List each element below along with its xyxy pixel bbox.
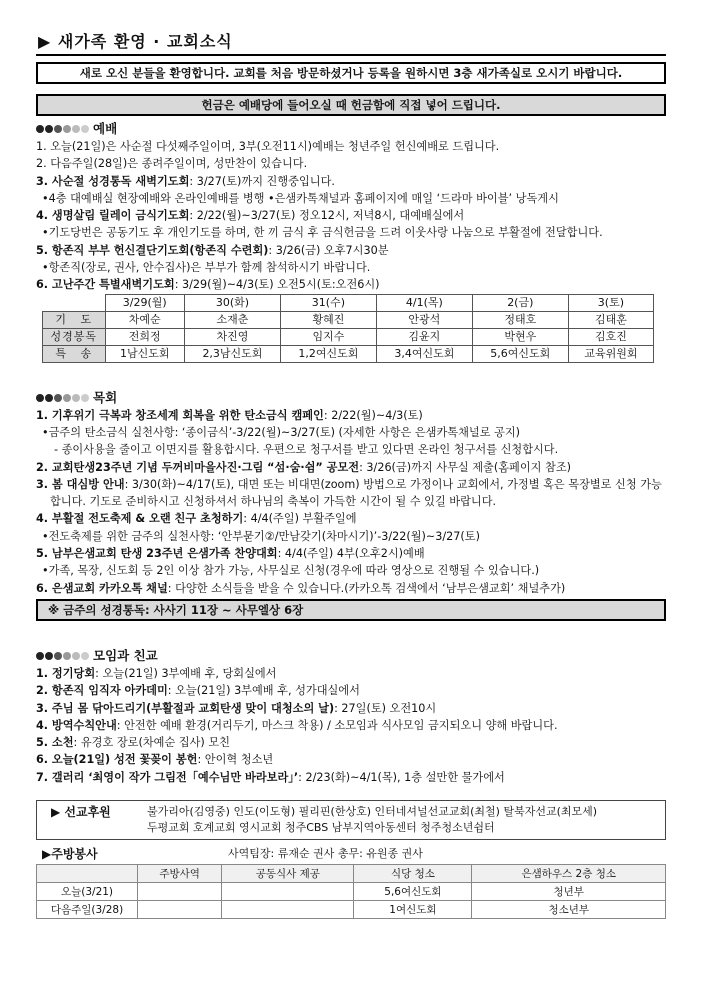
schedule-cell: 임지수 [280, 328, 376, 345]
mission-line2: 두평교회 호계교회 영시교회 청주CBS 남부지역아동센터 청주청소년쉼터 [147, 821, 495, 835]
kitchen-cell [138, 901, 222, 919]
list-item [36, 700, 666, 717]
kitchen-col: 공동식사 제공 [222, 865, 354, 883]
mission-line1: 불가리아(김영중) 인도(이도형) 필리핀(한상호) 인터네셔널선교교회(최철) 탈북자선교(최모세) [147, 805, 598, 819]
table-row [43, 328, 654, 345]
row-label: 특 송 [43, 345, 106, 362]
schedule-cell: 김호진 [568, 328, 653, 345]
schedule-cell: 안광석 [376, 311, 472, 328]
item-heading: 3. 주님 몸 닦아드리기(부활절과 교회탄생 맞이 대청소의 날) [36, 701, 335, 715]
list-item [36, 173, 666, 190]
list-item [36, 717, 666, 734]
item-detail: : 4/4(주일) 4부(오후2시)예배 [277, 547, 425, 561]
list-item [36, 476, 666, 511]
list-item: •항존직(장로, 권사, 안수집사)은 부부가 함께 참석하시기 바랍니다. [42, 261, 371, 275]
schedule-cell: 5,6여신도회 [472, 345, 568, 362]
list-item [36, 459, 666, 476]
kitchen-cell: 청년부 [472, 883, 666, 901]
schedule-day: 30(화) [184, 294, 280, 311]
mission-label: ▶ 선교후원 [51, 805, 111, 820]
bullet-dots-icon [36, 394, 89, 402]
list-item: 2. 다음주일(28일)은 종려주일이며, 성만찬이 있습니다. [36, 157, 308, 171]
schedule-day: 31(수) [280, 294, 376, 311]
list-item [36, 751, 666, 768]
news-heading: 목회 [36, 389, 666, 407]
worship-list [36, 138, 666, 294]
item-detail: : 27일(토) 오전10시 [334, 701, 437, 715]
schedule-cell: 차예순 [105, 311, 184, 328]
kitchen-cell: 5,6여신도회 [354, 883, 472, 901]
schedule-cell: 전희정 [105, 328, 184, 345]
row-label: 성경봉독 [43, 328, 106, 345]
schedule-cell: 박현우 [472, 328, 568, 345]
meetings-heading: 모임과 친교 [36, 647, 666, 665]
schedule-cell: 김태훈 [568, 311, 653, 328]
list-item: - 종이사용을 줄이고 이면지를 활용합시다. 우편으로 청구서를 받고 있다면 온라인 청구서를 신청합시다. [54, 443, 559, 457]
item-detail: : 유경호 장로(차예순 집사) 모친 [73, 736, 230, 750]
item-heading: 1. 정기당회 [36, 666, 96, 680]
bible-reading-banner: ※ 금주의 성경통독: 사사기 11장 ~ 사무엘상 6장 [36, 599, 666, 621]
item-heading: 6. 오늘(21일) 성전 꽃꽂이 봉헌 [36, 753, 198, 767]
row-label: 오늘(3/21) [37, 883, 138, 901]
item-detail: : 3/26(금)까지 사무실 제출(홈페이지 참조) [359, 460, 571, 474]
list-item [36, 734, 666, 751]
list-item: •기도당번은 공동기도 후 개인기도를 하며, 한 끼 금식 후 금식헌금을 드려 이웃사랑 나눔으로 부활절에 전달합니다. [42, 226, 603, 240]
item-detail: : 안전한 예배 환경(거리두기, 마스크 착용) / 소모임과 식사모임 금지되오니 양해 바랍니다. [116, 718, 558, 732]
kitchen-col: 은샘하우스 2층 청소 [472, 865, 666, 883]
kitchen-label: ▶주방봉사 [42, 847, 98, 862]
item-heading: 2. 항존직 임직자 아카데미 [36, 684, 168, 698]
item-heading: 3. 사순절 성경통독 새벽기도회 [36, 174, 190, 188]
list-item [36, 207, 666, 224]
meetings-list [36, 665, 666, 786]
schedule-cell: 1남신도회 [105, 345, 184, 362]
page-title: ▶ 새가족 환영 · 교회소식 [36, 30, 666, 56]
item-heading: 2. 교회탄생23주년 기념 두꺼비마을사진·그림 “섬·숨·쉼” 공모전 [36, 460, 360, 474]
item-heading: 4. 부활절 전도축제 & 오랜 친구 초청하기 [36, 512, 244, 526]
news-list [36, 407, 666, 597]
list-item [36, 769, 666, 786]
list-item [36, 580, 666, 597]
row-label: 다음주일(3/28) [37, 901, 138, 919]
item-heading: 3. 봄 대심방 안내 [36, 477, 125, 491]
schedule-cell: 황혜진 [280, 311, 376, 328]
schedule-day: 2(금) [472, 294, 568, 311]
item-heading: 5. 소천 [36, 736, 74, 750]
item-heading: 7. 갤러리 ‘최영이 작가 그림전「예수님만 바라보라」’ [36, 770, 299, 784]
bulletin-page [36, 30, 666, 919]
item-heading: 1. 기후위기 극복과 창조세계 회복을 위한 탄소금식 캠페인 [36, 408, 324, 422]
welcome-banner: 새로 오신 분들을 환영합니다. 교회를 처음 방문하셨거나 등록을 원하시면 3층 새가족실로 오시기 바랍니다. [36, 62, 666, 84]
schedule-cell: 교육위원회 [568, 345, 653, 362]
table-row [37, 901, 666, 919]
bullet-dots-icon [36, 125, 89, 133]
item-detail: : 2/23(화)~4/1(목), 1층 설만한 물가에서 [298, 770, 505, 784]
item-heading: 4. 생명살림 릴레이 금식기도회 [36, 209, 190, 223]
schedule-cell: 1,2여신도회 [280, 345, 376, 362]
item-detail: : 안이혁 청소년 [197, 753, 274, 767]
list-item: •전도축제를 위한 금주의 실천사항: ‘안부묻기②/만남갖기(차마시기)’-3/22(월)~3/27(토) [42, 529, 480, 543]
schedule-cell: 김윤지 [376, 328, 472, 345]
list-item [36, 545, 666, 562]
schedule-cell: 2,3남신도회 [184, 345, 280, 362]
list-item [36, 682, 666, 699]
item-heading: 5. 남부은샘교회 탄생 23주년 은샘가족 찬양대회 [36, 547, 278, 561]
kitchen-cell [222, 883, 354, 901]
item-detail: : 4/4(주일) 부활주일에 [243, 512, 357, 526]
worship-heading: 예배 [36, 120, 666, 138]
item-detail: : 2/22(월)~3/27(토) 정오12시, 저녁8시, 대예배실에서 [189, 209, 465, 223]
kitchen-cell: 1여신도회 [354, 901, 472, 919]
table-row [37, 883, 666, 901]
schedule-table [42, 294, 654, 363]
kitchen-leaders: 사역팀장: 류재순 권사 총무: 유원종 권사 [228, 847, 423, 861]
list-item: •가족, 목장, 신도회 등 2인 이상 참가 가능, 사무실로 신청(경우에 따라 영상으로 진행될 수 있습니다.) [42, 564, 540, 578]
list-item [36, 665, 666, 682]
schedule-cell: 차진영 [184, 328, 280, 345]
item-heading: 6. 은샘교회 카카오톡 채널 [36, 581, 168, 595]
mission-box [36, 800, 666, 840]
item-detail: : 오늘(21일) 3부예배 후, 성가대실에서 [167, 684, 360, 698]
row-label: 기 도 [43, 311, 106, 328]
kitchen-table [36, 864, 666, 919]
item-detail: : 3/30(화)~4/17(토), 대면 또는 비대면(zoom) 방법으로 가정이나 교회에서, 가정별 혹은 목장별로 신청 가능합니다. 기도로 준비하시고 신청하셔서 하나님의 축복이 가득한 시간이 될 수 있길 바랍니다. [50, 477, 662, 509]
schedule-cell: 소재춘 [184, 311, 280, 328]
kitchen-header [36, 846, 666, 862]
item-detail: : 3/26(금) 오후7시30분 [268, 243, 389, 257]
list-item [36, 276, 666, 293]
item-heading: 6. 고난주간 특별새벽기도회 [36, 278, 175, 292]
kitchen-col: 주방사역 [138, 865, 222, 883]
item-detail: : 2/22(월)~4/3(토) [323, 408, 423, 422]
offering-banner: 헌금은 예배당에 들어오실 때 헌금함에 직접 넣어 드립니다. [36, 94, 666, 116]
list-item: 1. 오늘(21일)은 사순절 다섯째주일이며, 3부(오전11시)예배는 청년주일 헌신예배로 드립니다. [36, 140, 500, 153]
table-row [43, 345, 654, 362]
item-detail: : 3/29(월)~4/3(토) 오전5시(토:오전6시) [174, 278, 380, 292]
schedule-cell: 3,4여신도회 [376, 345, 472, 362]
item-detail: : 오늘(21일) 3부예배 후, 당회실에서 [95, 666, 277, 680]
item-detail: : 다양한 소식들을 받을 수 있습니다.(카카오톡 검색에서 ‘남부은샘교회’ 채널추가) [167, 581, 566, 595]
list-item [36, 242, 666, 259]
kitchen-cell: 청소년부 [472, 901, 666, 919]
schedule-cell: 정태호 [472, 311, 568, 328]
item-detail: : 3/27(토)까지 진행중입니다. [189, 174, 335, 188]
schedule-day: 4/1(목) [376, 294, 472, 311]
list-item: •금주의 탄소금식 실천사항: ‘종이금식’-3/22(월)~3/27(토) (자세한 사항은 은샘카톡채널로 공지) [42, 425, 521, 439]
schedule-day: 3(토) [568, 294, 653, 311]
item-heading: 4. 방역수칙안내 [36, 718, 117, 732]
item-heading: 5. 항존직 부부 헌신결단기도회(항존직 수련회) [36, 243, 269, 257]
kitchen-cell [222, 901, 354, 919]
list-item [36, 510, 666, 527]
schedule-day: 3/29(월) [105, 294, 184, 311]
bullet-dots-icon [36, 652, 89, 660]
list-item [36, 407, 666, 424]
table-row [43, 311, 654, 328]
list-item: •4층 대예배실 현장예배와 온라인예배를 병행 •은샘카톡채널과 홈페이지에 매일 ‘드라마 바이블’ 낭독게시 [42, 191, 559, 205]
kitchen-col: 식당 청소 [354, 865, 472, 883]
kitchen-cell [138, 883, 222, 901]
